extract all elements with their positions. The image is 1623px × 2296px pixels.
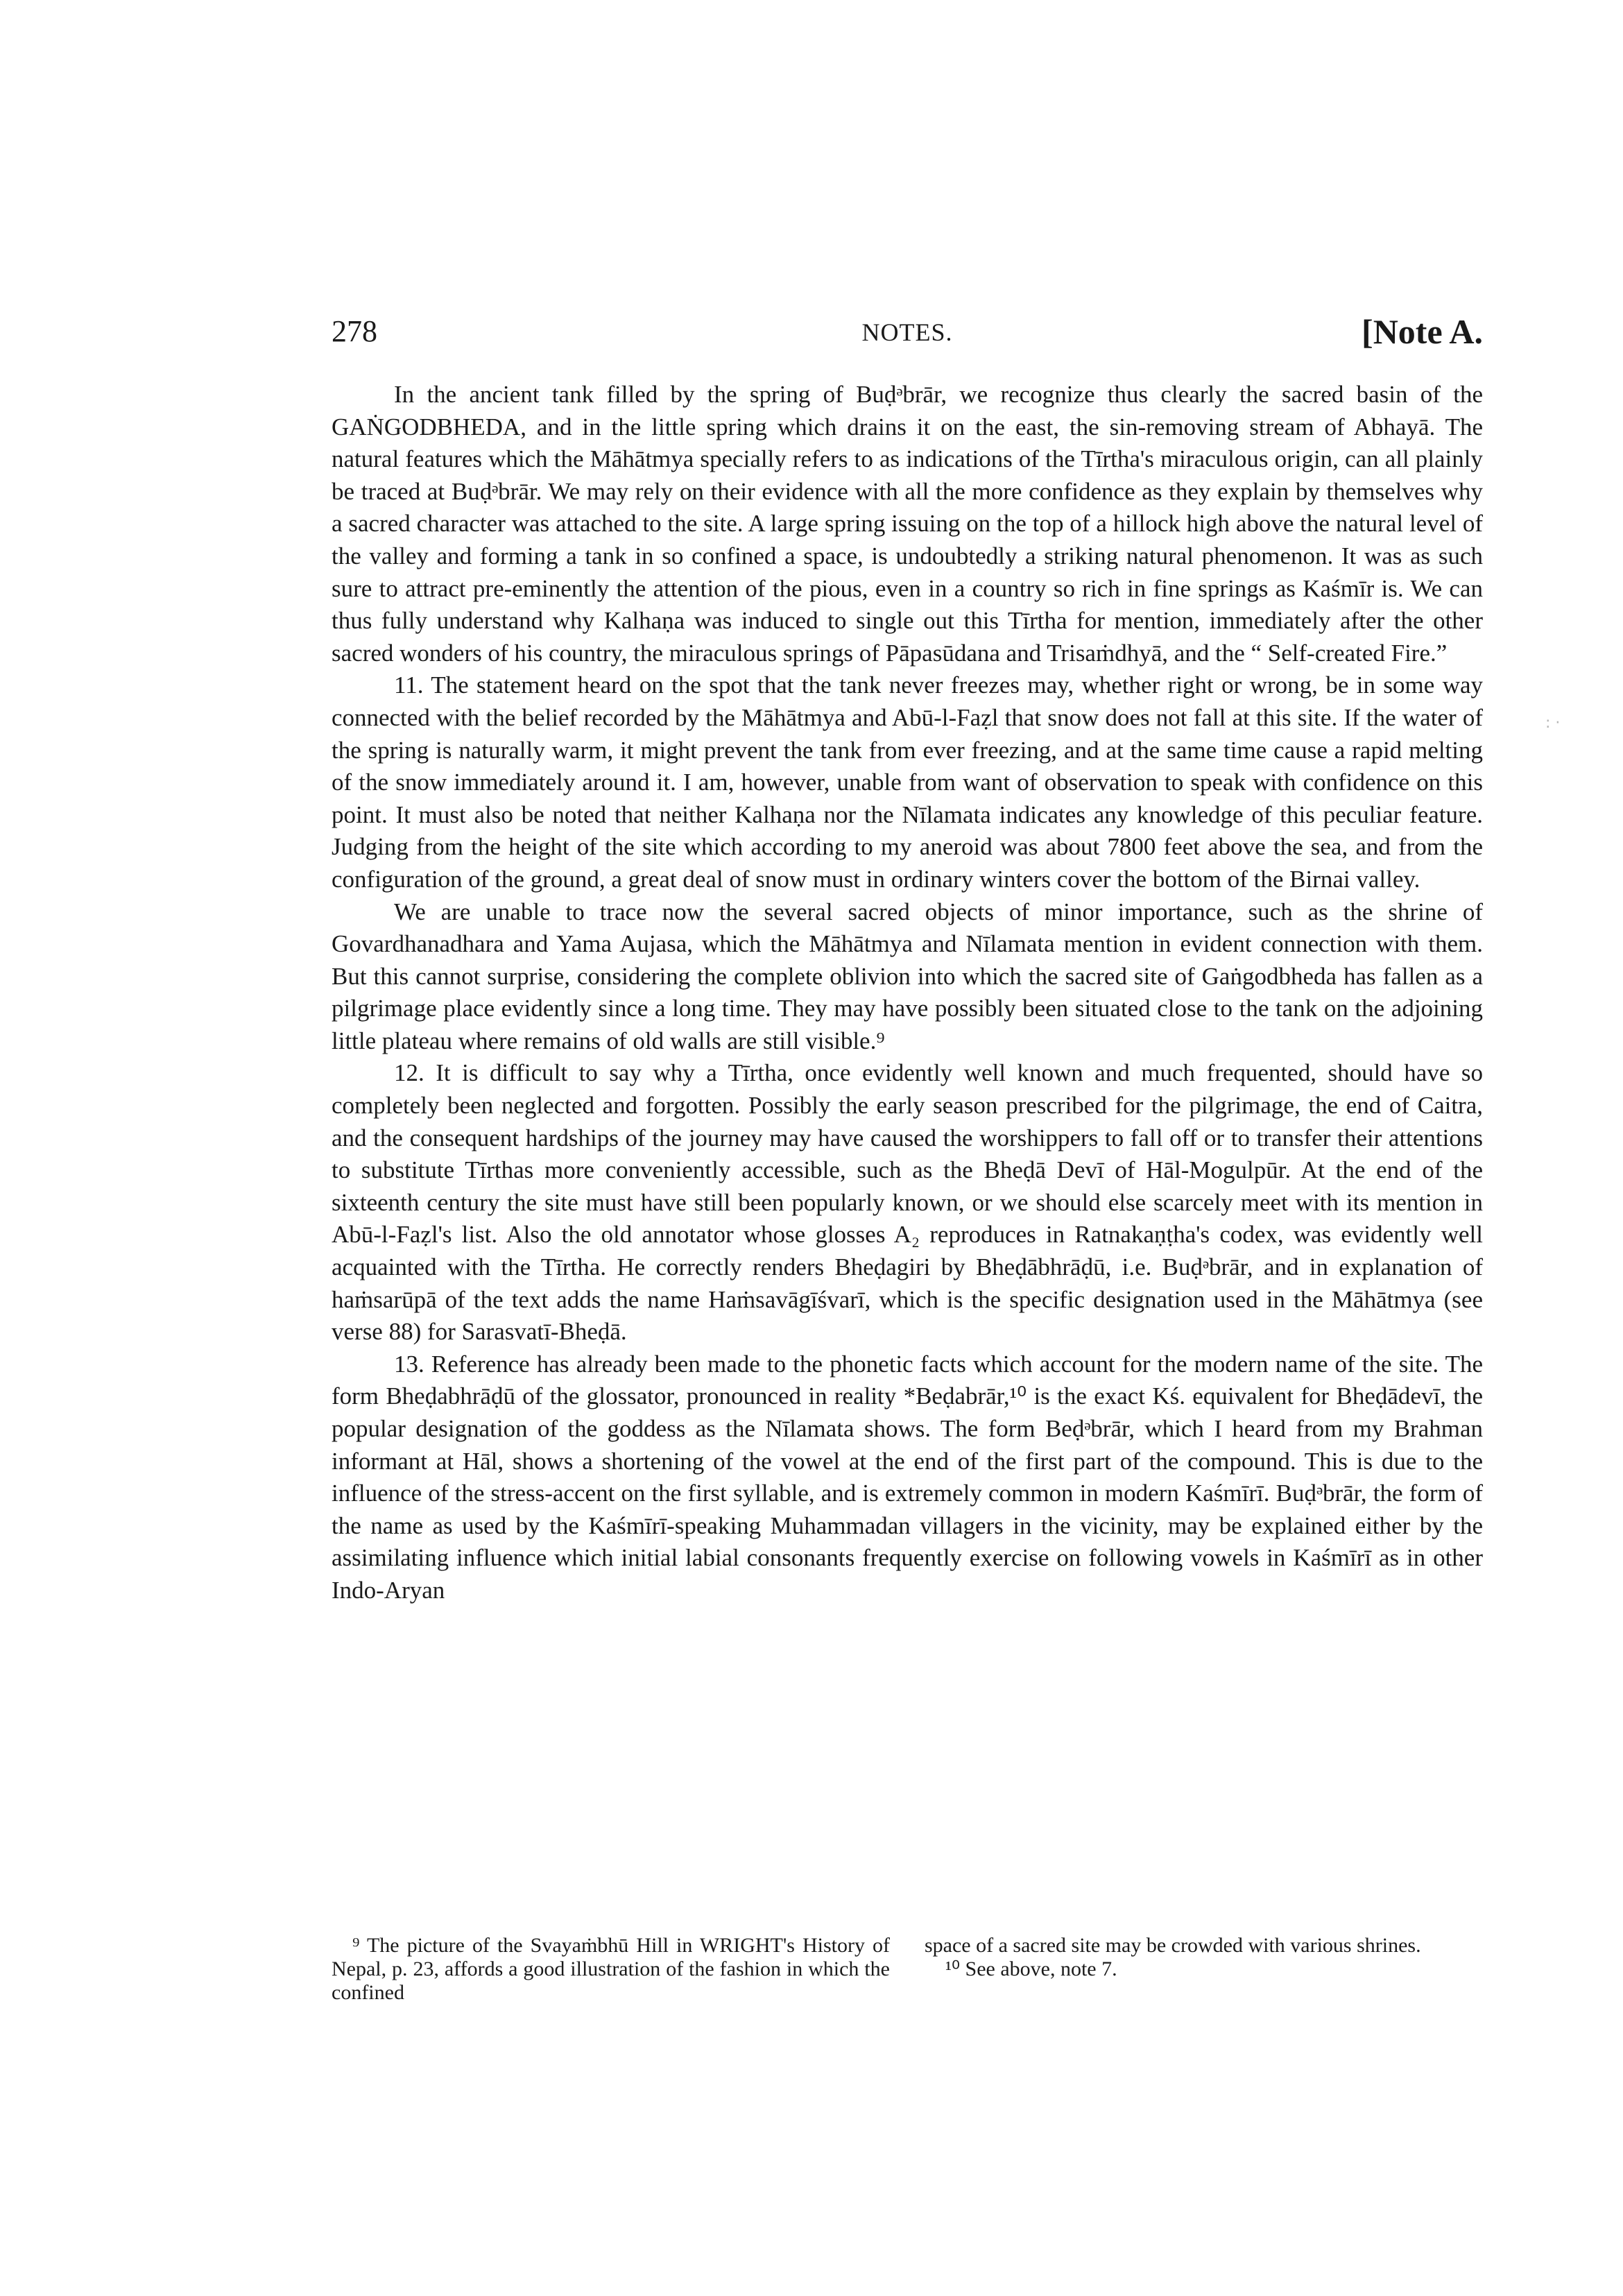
footnote-column-left (332, 1934, 890, 2005)
footnote-9: ⁹ The picture of the Svayaṁbhū Hill in WRIGHT's History of Nepal, p. 23, affords a good illustration of the fashion in which the confined (332, 1934, 890, 2004)
page-header (332, 311, 1483, 359)
note-label: [Note A. (1362, 312, 1483, 351)
page-number: 278 (332, 314, 377, 348)
paragraph-13: 13. Reference has already been made to the phonetic facts which account for the modern name of the site. The form Bheḍabhrāḍū of the glossator, pronounced in reality *Beḍabrār,¹⁰ is the exact Kś. equivalent for Bheḍādevī, the popular designation of the goddess as the Nīlamata shows. The form Beḍᵊbrār, which I heard from my Brahman informant at Hāl, shows a shortening of the vowel at the end of the first part of the compound. This is due to the influence of the stress-accent on the first syllable, and is extremely common in modern Kaśmīrī. Buḍᵊbrār, the form of the name as used by the Kaśmīrī-speaking Muhammadan villagers in the vicinity, may be explained either by the assimilating influence which initial labial consonants frequently exercise on following vowels in Kaśmīrī as in other Indo-Aryan (332, 1350, 1483, 1604)
body-text (332, 379, 1483, 1607)
paragraph-11: 11. The statement heard on the spot that the tank never freezes may, whether right or wrong, be in some way connected with the belief recorded by the Māhātmya and Abū-l-Faẓl that snow does not fall at this site. If the water of the spring is naturally warm, it might prevent the tank from ever freezing, and at the same time cause a rapid melting of the snow immediately around it. I am, however, unable from want of observation to speak with confidence on this point. It must also be noted that neither Kalhaṇa nor the Nīlamata indicates any knowledge of this peculiar feature. Judging from the height of the site which according to my aneroid was about 7800 feet above the sea, and from the configuration of the ground, a great deal of snow must in ordinary winters cover the bottom of the Birnai valley. (332, 671, 1483, 893)
paragraph-12: 12. It is difficult to say why a Tīrtha, once evidently well known and much frequented, should have so completely been neglected and forgotten. Possibly the early season prescribed for the pilgrimage, the end of Caitra, and the consequent hardships of the journey may have caused the worshippers to fall off or to transfer their attentions to substitute Tīrthas more conveniently accessible, such as the Bheḍā Devī of Hāl-Mogulpūr. At the end of the sixteenth century the site must have still been popularly known, or we should else scarcely meet with its mention in Abū-l-Faẓl's list. Also the old annotator whose glosses A₂ reproduces in Ratnakaṇṭha's codex, was evidently well acquainted with the Tīrtha. He correctly renders Bheḍagiri by Bheḍābhrāḍū, i.e. Buḍᵊbrār, and in explanation of haṁsarūpā of the text adds the name Haṁsavāgīśvarī, which is the specific designation used in the Māhātmya (see verse 88) for Sarasvatī-Bheḍā. (332, 1059, 1483, 1346)
footnote-9-continued: space of a sacred site may be crowded with various shrines. (925, 1934, 1421, 1957)
paragraph-gangodbheda-basin: In the ancient tank filled by the spring of Buḍᵊbrār, we recognize thus clearly the sacred basin of the GAṄGODBHEDA, and in the little spring which drains it on the east, the sin-removing stream of Abhayā. The natural features which the Māhātmya specially refers to as indications of the Tīrtha's miraculous origin, can all plainly be traced at Buḍᵊbrār. We may rely on their evidence with all the more confidence as they explain by themselves why a sacred character was attached to the site. A large spring issuing on the top of a hillock high above the natural level of the valley and forming a tank in so confined a space, is undoubtedly a striking natural phenomenon. It was as such sure to attract pre-eminently the attention of the pious, even in a country so rich in fine springs as Kaśmīr is. We can thus fully understand why Kalhaṇa was induced to single out this Tīrtha for mention, immediately after the other sacred wonders of his country, the miraculous springs of Pāpasūdana and Trisaṁdhyā, and the “ Self-created Fire.” (332, 381, 1483, 667)
running-title: NOTES. (861, 318, 953, 346)
footnote-column-right (925, 1934, 1483, 2005)
paragraph-minor-objects: We are unable to trace now the several sacred objects of minor importance, such as the shrine of Govardhanadhara and Yama Aujasa, which the Māhātmya and Nīlamata mention in evident connection with them. But this cannot surprise, considering the complete oblivion into which the sacred site of Gaṅgodbheda has fallen as a pilgrimage place evidently since a long time. They may have possibly been situated close to the tank on the adjoining little plateau where remains of old walls are still visible.⁹ (332, 898, 1483, 1054)
footnote-10: ¹⁰ See above, note 7. (945, 1957, 1117, 1980)
footnotes (332, 1934, 1483, 2005)
margin-specks: : · (1545, 714, 1561, 732)
